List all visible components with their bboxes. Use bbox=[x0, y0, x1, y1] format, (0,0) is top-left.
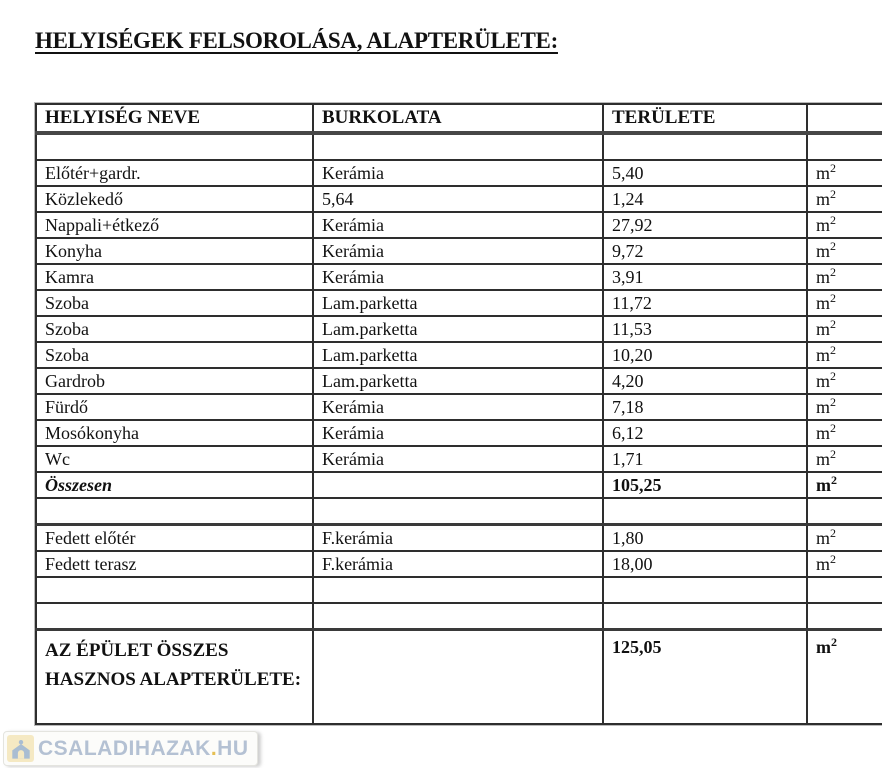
table-row bbox=[36, 525, 882, 552]
table-row bbox=[36, 446, 882, 472]
cell-room-name: Nappali+étkező bbox=[36, 212, 313, 238]
cell-unit bbox=[807, 290, 882, 316]
cell-flooring bbox=[313, 133, 603, 160]
cell-unit bbox=[807, 630, 882, 725]
cell-unit bbox=[807, 551, 882, 577]
cell-unit bbox=[807, 186, 882, 212]
cell-area: 125,05 bbox=[603, 630, 807, 725]
unit-exponent: 2 bbox=[831, 635, 837, 649]
unit-base: m bbox=[816, 474, 831, 495]
unit-base: m bbox=[816, 292, 831, 313]
cell-unit bbox=[807, 212, 882, 238]
cell-unit bbox=[807, 160, 882, 186]
cell-unit bbox=[807, 603, 882, 630]
cell-room-name bbox=[36, 133, 313, 160]
cell-room-name: Wc bbox=[36, 446, 313, 472]
cell-area: 27,92 bbox=[603, 212, 807, 238]
cell-flooring bbox=[313, 472, 603, 498]
cell-flooring bbox=[313, 577, 603, 603]
cell-area: 4,20 bbox=[603, 368, 807, 394]
table-row bbox=[36, 238, 882, 264]
cell-unit bbox=[807, 342, 882, 368]
unit-base: m bbox=[816, 240, 831, 261]
unit-exponent: 2 bbox=[830, 290, 837, 305]
cell-room-name: Szoba bbox=[36, 290, 313, 316]
cell-flooring: Kerámia bbox=[313, 160, 603, 186]
unit-base: m bbox=[816, 527, 831, 548]
cell-unit bbox=[807, 472, 882, 498]
cell-unit bbox=[807, 420, 882, 446]
unit-base: m bbox=[816, 344, 831, 365]
cell-unit bbox=[807, 577, 882, 603]
cell-unit bbox=[807, 368, 882, 394]
unit-exponent: 2 bbox=[830, 446, 837, 461]
cell-area bbox=[603, 498, 807, 525]
cell-flooring bbox=[313, 630, 603, 725]
unit-base: m bbox=[816, 370, 831, 391]
cell-room-name: Szoba bbox=[36, 342, 313, 368]
cell-room-name: Mosókonyha bbox=[36, 420, 313, 446]
table-row-empty bbox=[36, 577, 882, 603]
cell-room-name: Kamra bbox=[36, 264, 313, 290]
table-row bbox=[36, 212, 882, 238]
cell-room-name: Gardrob bbox=[36, 368, 313, 394]
cell-flooring: F.kerámia bbox=[313, 525, 603, 552]
cell-area: 3,91 bbox=[603, 264, 807, 290]
unit-exponent: 2 bbox=[830, 420, 837, 435]
cell-unit bbox=[807, 264, 882, 290]
table-row bbox=[36, 630, 882, 725]
cell-unit bbox=[807, 525, 882, 552]
cell-flooring: F.kerámia bbox=[313, 551, 603, 577]
cell-flooring: Lam.parketta bbox=[313, 368, 603, 394]
table-row-empty bbox=[36, 498, 882, 525]
cell-area: 9,72 bbox=[603, 238, 807, 264]
unit-base: m bbox=[816, 162, 831, 183]
cell-room-name: Fedett terasz bbox=[36, 551, 313, 577]
header-unit bbox=[807, 104, 882, 133]
unit-exponent: 2 bbox=[830, 264, 837, 279]
table-row bbox=[36, 394, 882, 420]
table-row bbox=[36, 342, 882, 368]
cell-flooring bbox=[313, 603, 603, 630]
unit-exponent: 2 bbox=[830, 238, 837, 253]
rooms-table bbox=[35, 103, 882, 725]
unit-base: m bbox=[816, 448, 831, 469]
cell-flooring: Kerámia bbox=[313, 420, 603, 446]
cell-room-name: Szoba bbox=[36, 316, 313, 342]
cell-unit bbox=[807, 316, 882, 342]
table-row bbox=[36, 420, 882, 446]
cell-unit bbox=[807, 133, 882, 160]
table-row bbox=[36, 264, 882, 290]
house-icon bbox=[7, 735, 34, 762]
cell-area: 6,12 bbox=[603, 420, 807, 446]
cell-room-name: Konyha bbox=[36, 238, 313, 264]
cell-room-name: Fedett előtér bbox=[36, 525, 313, 552]
table-row bbox=[36, 368, 882, 394]
unit-exponent: 2 bbox=[830, 342, 837, 357]
cell-room-name bbox=[36, 498, 313, 525]
cell-unit bbox=[807, 498, 882, 525]
unit-base: m bbox=[816, 214, 831, 235]
rooms-table-container bbox=[35, 103, 882, 725]
table-row-empty bbox=[36, 603, 882, 630]
unit-base: m bbox=[816, 266, 831, 287]
cell-unit bbox=[807, 446, 882, 472]
cell-room-name: Előtér+gardr. bbox=[36, 160, 313, 186]
cell-area: 10,20 bbox=[603, 342, 807, 368]
unit-exponent: 2 bbox=[830, 160, 837, 175]
cell-room-name: Összesen bbox=[36, 472, 313, 498]
table-row bbox=[36, 316, 882, 342]
unit-exponent: 2 bbox=[830, 186, 837, 201]
cell-flooring: 5,64 bbox=[313, 186, 603, 212]
header-area: TERÜLETE bbox=[603, 104, 807, 133]
cell-unit bbox=[807, 394, 882, 420]
unit-base: m bbox=[816, 318, 831, 339]
header-room-name: HELYISÉG NEVE bbox=[36, 104, 313, 133]
unit-base: m bbox=[816, 422, 831, 443]
cell-area: 105,25 bbox=[603, 472, 807, 498]
cell-flooring: Lam.parketta bbox=[313, 316, 603, 342]
cell-area bbox=[603, 577, 807, 603]
csaladihazak-logo bbox=[3, 731, 258, 766]
cell-area: 18,00 bbox=[603, 551, 807, 577]
logo-text bbox=[38, 737, 249, 761]
cell-room-name bbox=[36, 577, 313, 603]
unit-exponent: 2 bbox=[830, 212, 837, 227]
unit-exponent: 2 bbox=[830, 551, 837, 566]
cell-room-name bbox=[36, 603, 313, 630]
cell-flooring: Kerámia bbox=[313, 238, 603, 264]
cell-flooring: Kerámia bbox=[313, 446, 603, 472]
cell-flooring: Kerámia bbox=[313, 264, 603, 290]
cell-area: 1,71 bbox=[603, 446, 807, 472]
cell-room-name: Közlekedő bbox=[36, 186, 313, 212]
page-title: HELYISÉGEK FELSOROLÁSA, ALAPTERÜLETE: bbox=[35, 28, 558, 53]
cell-area bbox=[603, 603, 807, 630]
table-row bbox=[36, 186, 882, 212]
unit-base: m bbox=[816, 553, 831, 574]
table-row bbox=[36, 551, 882, 577]
logo-text-main: CSALADIHAZAK bbox=[38, 736, 211, 760]
logo-text-tld: HU bbox=[217, 736, 249, 760]
table-row-empty bbox=[36, 133, 882, 160]
cell-unit bbox=[807, 238, 882, 264]
cell-area: 7,18 bbox=[603, 394, 807, 420]
cell-flooring: Lam.parketta bbox=[313, 342, 603, 368]
cell-room-name: AZ ÉPÜLET ÖSSZES HASZNOS ALAPTERÜLETE: bbox=[36, 630, 313, 725]
cell-area: 1,24 bbox=[603, 186, 807, 212]
unit-exponent: 2 bbox=[830, 394, 837, 409]
logo-text-dot: . bbox=[210, 736, 218, 760]
unit-exponent: 2 bbox=[830, 316, 837, 331]
cell-flooring bbox=[313, 498, 603, 525]
cell-area: 1,80 bbox=[603, 525, 807, 552]
table-header-row bbox=[36, 104, 882, 133]
table-row bbox=[36, 472, 882, 498]
unit-exponent: 2 bbox=[831, 472, 837, 487]
cell-area: 11,53 bbox=[603, 316, 807, 342]
cell-room-name: Fürdő bbox=[36, 394, 313, 420]
unit-exponent: 2 bbox=[830, 525, 837, 540]
cell-flooring: Kerámia bbox=[313, 394, 603, 420]
cell-area: 5,40 bbox=[603, 160, 807, 186]
cell-flooring: Kerámia bbox=[313, 212, 603, 238]
cell-flooring: Lam.parketta bbox=[313, 290, 603, 316]
unit-exponent: 2 bbox=[830, 368, 837, 383]
table-row bbox=[36, 290, 882, 316]
room-table-body bbox=[36, 133, 882, 724]
table-row bbox=[36, 160, 882, 186]
cell-area: 11,72 bbox=[603, 290, 807, 316]
unit-base: m bbox=[816, 637, 831, 657]
header-flooring: BURKOLATA bbox=[313, 104, 603, 133]
cell-area bbox=[603, 133, 807, 160]
unit-base: m bbox=[816, 188, 831, 209]
unit-base: m bbox=[816, 396, 831, 417]
